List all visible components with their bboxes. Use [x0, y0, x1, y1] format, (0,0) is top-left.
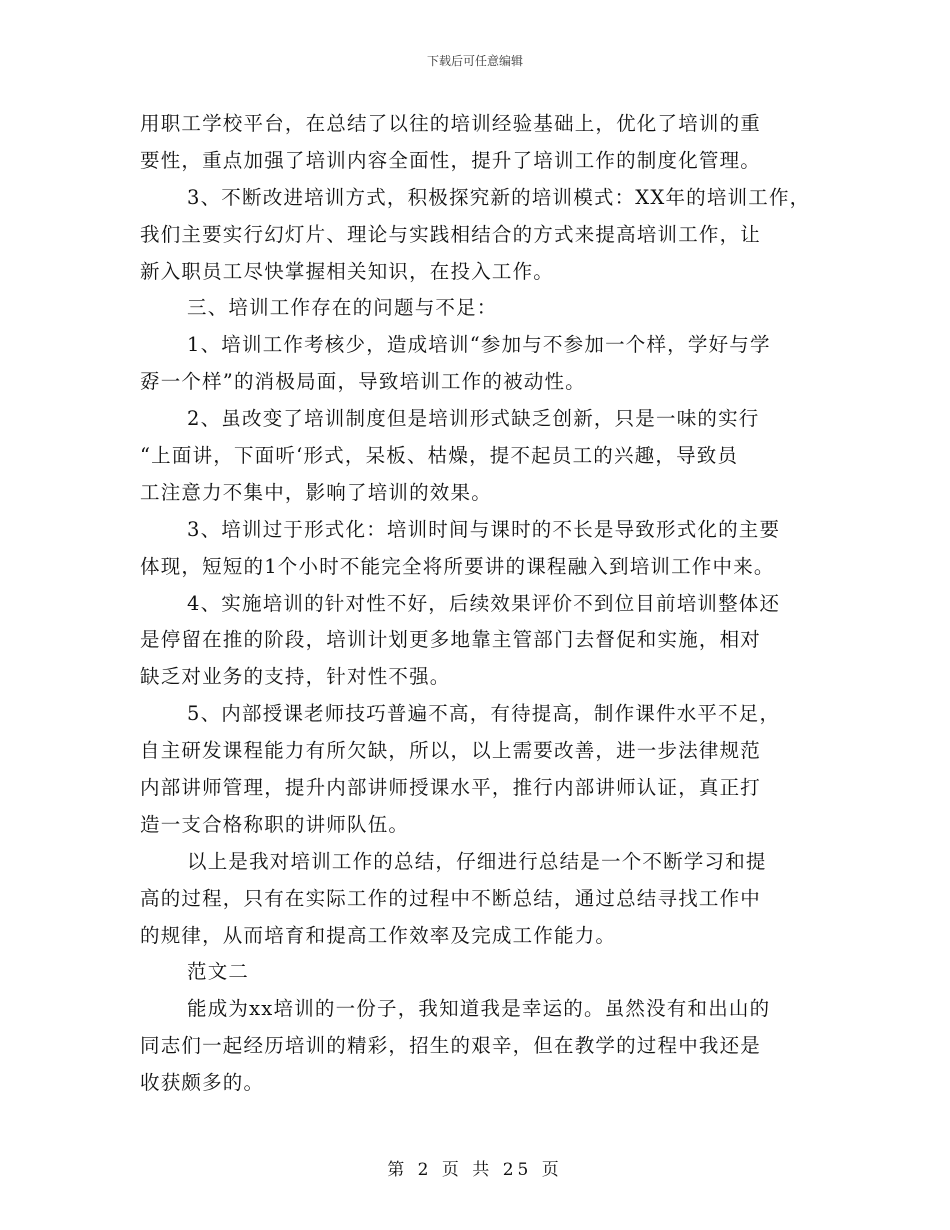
document-body — [140, 106, 840, 1102]
text-line: 内部讲师管理，提升内部讲师授课水平，推行内部讲师认证，真正打 — [140, 776, 762, 800]
text-line: 工注意力不集中，影响了培训的效果。 — [140, 480, 492, 504]
text-line: 用职工学校平台，在总结了以往的培训经验基础上，优化了培训的重 — [140, 112, 762, 135]
text-line: 5、内部授课老师技巧普遍不高，有待提高，制作课件水平不足， — [187, 702, 781, 726]
text-line: 收获颇多的。 — [140, 1071, 265, 1095]
text-line: 造一支合格称职的讲师队伍。 — [140, 812, 410, 836]
text-line: 2、虽改变了培训制度但是培训形式缺乏创新，只是一味的实行 — [187, 407, 760, 431]
text-line: 体现，短短的1个小时不能完全将所要讲的课程融入到培训工作中来。 — [140, 554, 775, 578]
text-line: 缺乏对业务的支持，针对性不强。 — [140, 665, 451, 689]
text-line: “上面讲，下面听‘形式，呆板、枯燥，提不起员工的兴趣，导致员 — [140, 444, 739, 468]
text-line: 同志们一起经历培训的精彩，招生的艰辛，但在教学的过程中我还是 — [140, 1034, 762, 1058]
text-line: 新入职员工尽快掌握相关知识，在投入工作。 — [140, 259, 555, 283]
text-line: 1、培训工作考核少，造成培训“参加与不参加一个样，学好与学 — [187, 333, 771, 357]
page-footer: 第 2 页 共 25 页 — [387, 1160, 563, 1180]
text-line: 自主研发课程能力有所欠缺，所以，以上需要改善，进一步法律规范 — [140, 739, 762, 763]
text-line: 的规律，从而培育和提高工作效率及完成工作能力。 — [140, 923, 617, 947]
text-line: 能成为xx培训的一份子，我知道我是幸运的。虽然没有和出山的 — [187, 997, 771, 1021]
text-line: 要性，重点加强了培训内容全面性，提升了培训工作的制度化管理。 — [140, 148, 762, 172]
text-line: 3、培训过于形式化：培训时间与课时的不长是导致形式化的主要 — [187, 517, 781, 541]
text-line: 是停留在推的阶段，培训计划更多地靠主管部门去督促和实施，相对 — [140, 628, 762, 652]
text-line: 以上是我对培训工作的总结，仔细进行总结是一个不断学习和提 — [187, 849, 767, 873]
text-line: 孬一个样”的消极局面，导致培训工作的被动性。 — [140, 370, 586, 394]
text-line: 范文二 — [187, 960, 250, 984]
text-line: 3、不断改进培训方式，积极探究新的培训模式：XX年的培训工作， — [187, 185, 811, 209]
text-line: 高的过程，只有在实际工作的过程中不断总结，通过总结寻找工作中 — [140, 886, 762, 910]
page-header: 下载后可任意编辑 — [426, 54, 523, 68]
text-line: 我们主要实行幻灯片、理论与实践相结合的方式来提高培训工作，让 — [140, 222, 762, 246]
text-line: 4、实施培训的针对性不好，后续效果评价不到位目前培训整体还 — [187, 591, 781, 615]
text-line: 三、培训工作存在的问题与不足： — [187, 296, 498, 320]
